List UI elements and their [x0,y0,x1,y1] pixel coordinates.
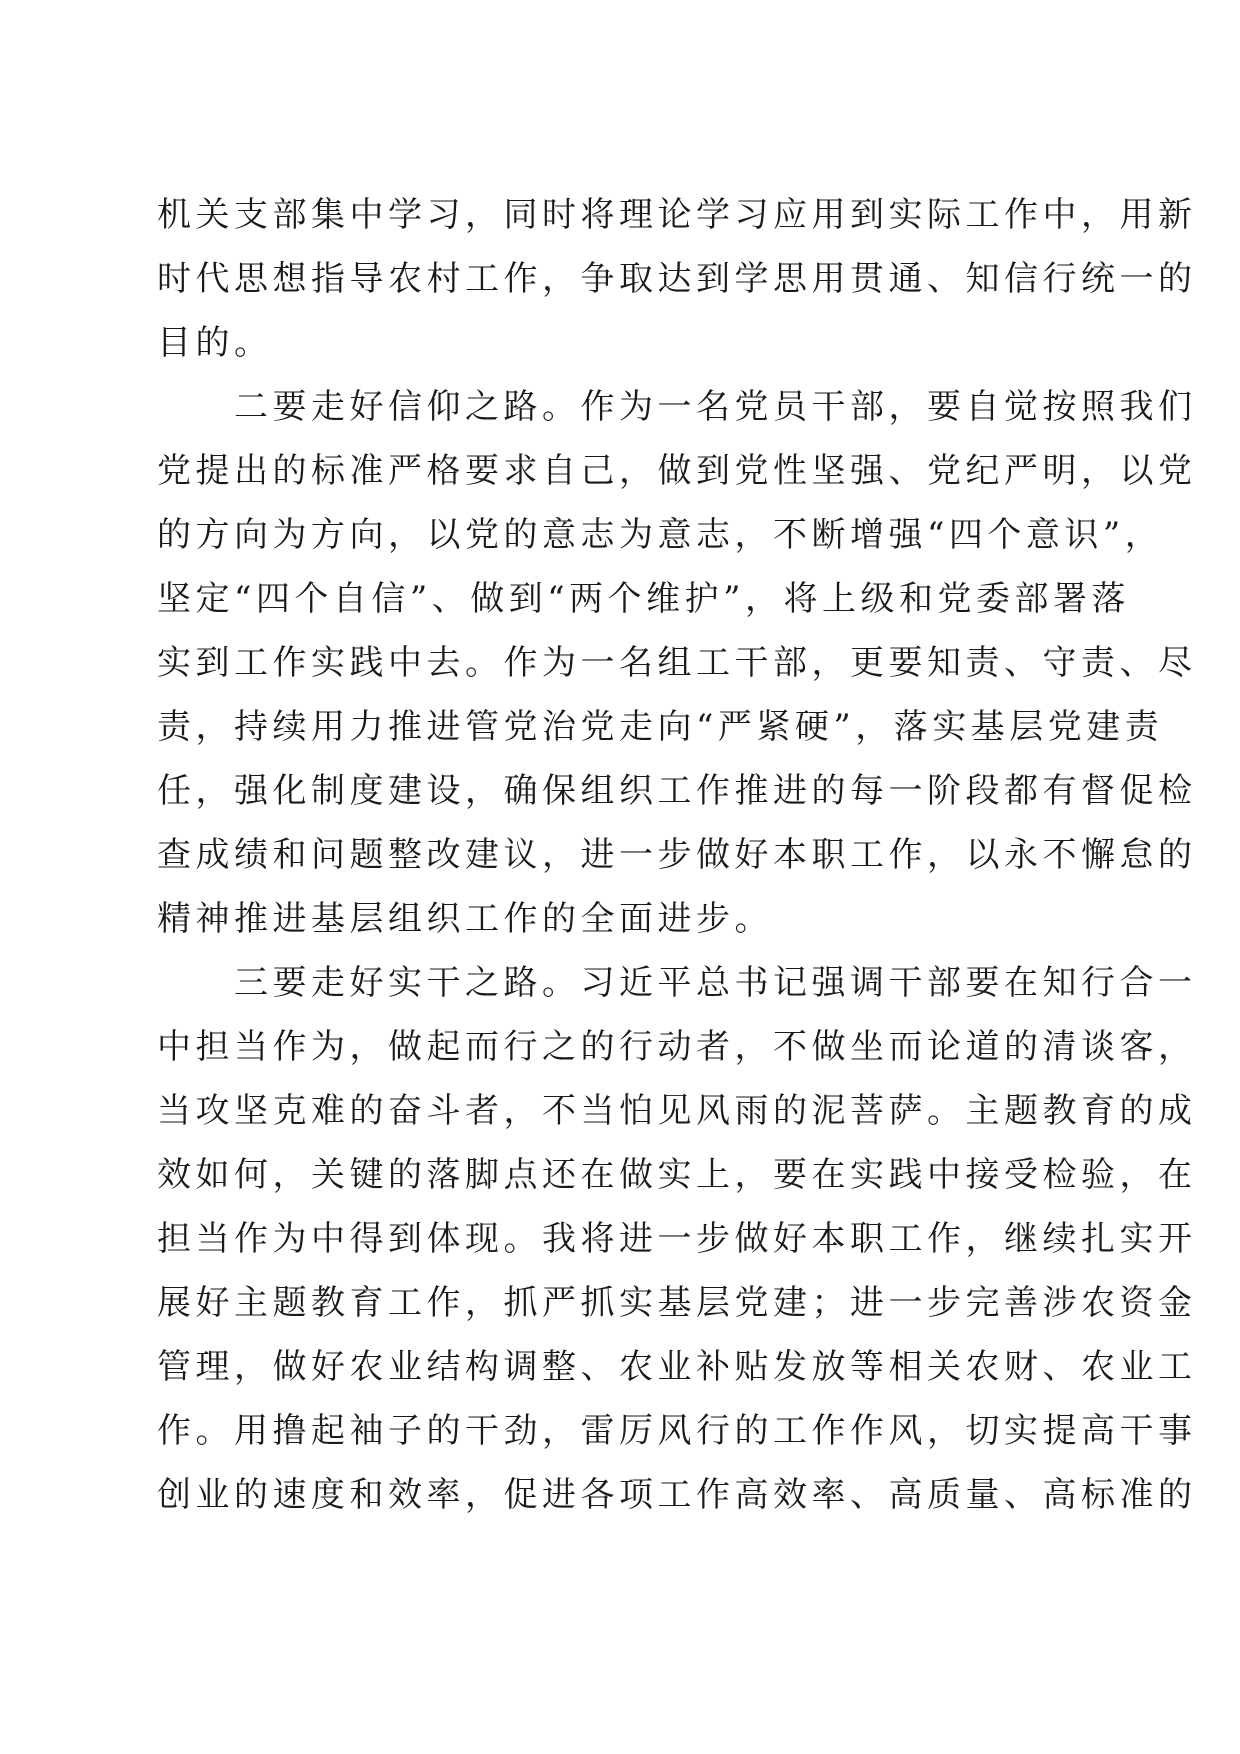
text-line: 当攻坚克难的奋斗者，不当怕见风雨的泥菩萨。主题教育的成 [157,1091,1197,1131]
text-line: 任，强化制度建设，确保组织工作推进的每一阶段都有督促检 [157,771,1197,811]
text-line: 党提出的标准严格要求自己，做到党性坚强、党纪严明，以党 [157,451,1197,491]
text-line: 二要走好信仰之路。作为一名党员干部，要自觉按照我们 [157,387,1197,427]
text-line: 责，持续用力推进管党治党走向“严紧硬”，落实基层党建责 [157,707,1164,747]
text-line: 担当作为中得到体现。我将进一步做好本职工作，继续扎实开 [157,1219,1197,1259]
text-line: 机关支部集中学习，同时将理论学习应用到实际工作中，用新 [157,195,1197,235]
text-line: 精神推进基层组织工作的全面进步。 [157,899,773,939]
text-line: 三要走好实干之路。习近平总书记强调干部要在知行合一 [157,963,1197,1003]
text-line: 管理，做好农业结构调整、农业补贴发放等相关农财、农业工 [157,1347,1197,1387]
text-line: 时代思想指导农村工作，争取达到学思用贯通、知信行统一的 [157,259,1197,299]
text-line: 作。用撸起袖子的干劲，雷厉风行的工作作风，切实提高干事 [157,1411,1197,1451]
text-line: 效如何，关键的落脚点还在做实上，要在实践中接受检验，在 [157,1155,1197,1195]
text-line: 查成绩和问题整改建议，进一步做好本职工作，以永不懈怠的 [157,835,1197,875]
text-line: 展好主题教育工作，抓严抓实基层党建；进一步完善涉农资金 [157,1283,1197,1323]
text-line: 的方向为方向，以党的意志为意志，不断增强“四个意识”， [157,515,1164,555]
body-text [157,183,1197,1527]
text-line: 中担当作为，做起而行之的行动者，不做坐而论道的清谈客， [157,1027,1197,1067]
text-line: 创业的速度和效率，促进各项工作高效率、高质量、高标准的 [157,1475,1197,1515]
text-line: 目的。 [157,323,273,363]
text-line: 实到工作实践中去。作为一名组工干部，更要知责、守责、尽 [157,643,1197,683]
text-line: 坚定“四个自信”、做到“两个维护”，将上级和党委部署落 [157,579,1131,619]
